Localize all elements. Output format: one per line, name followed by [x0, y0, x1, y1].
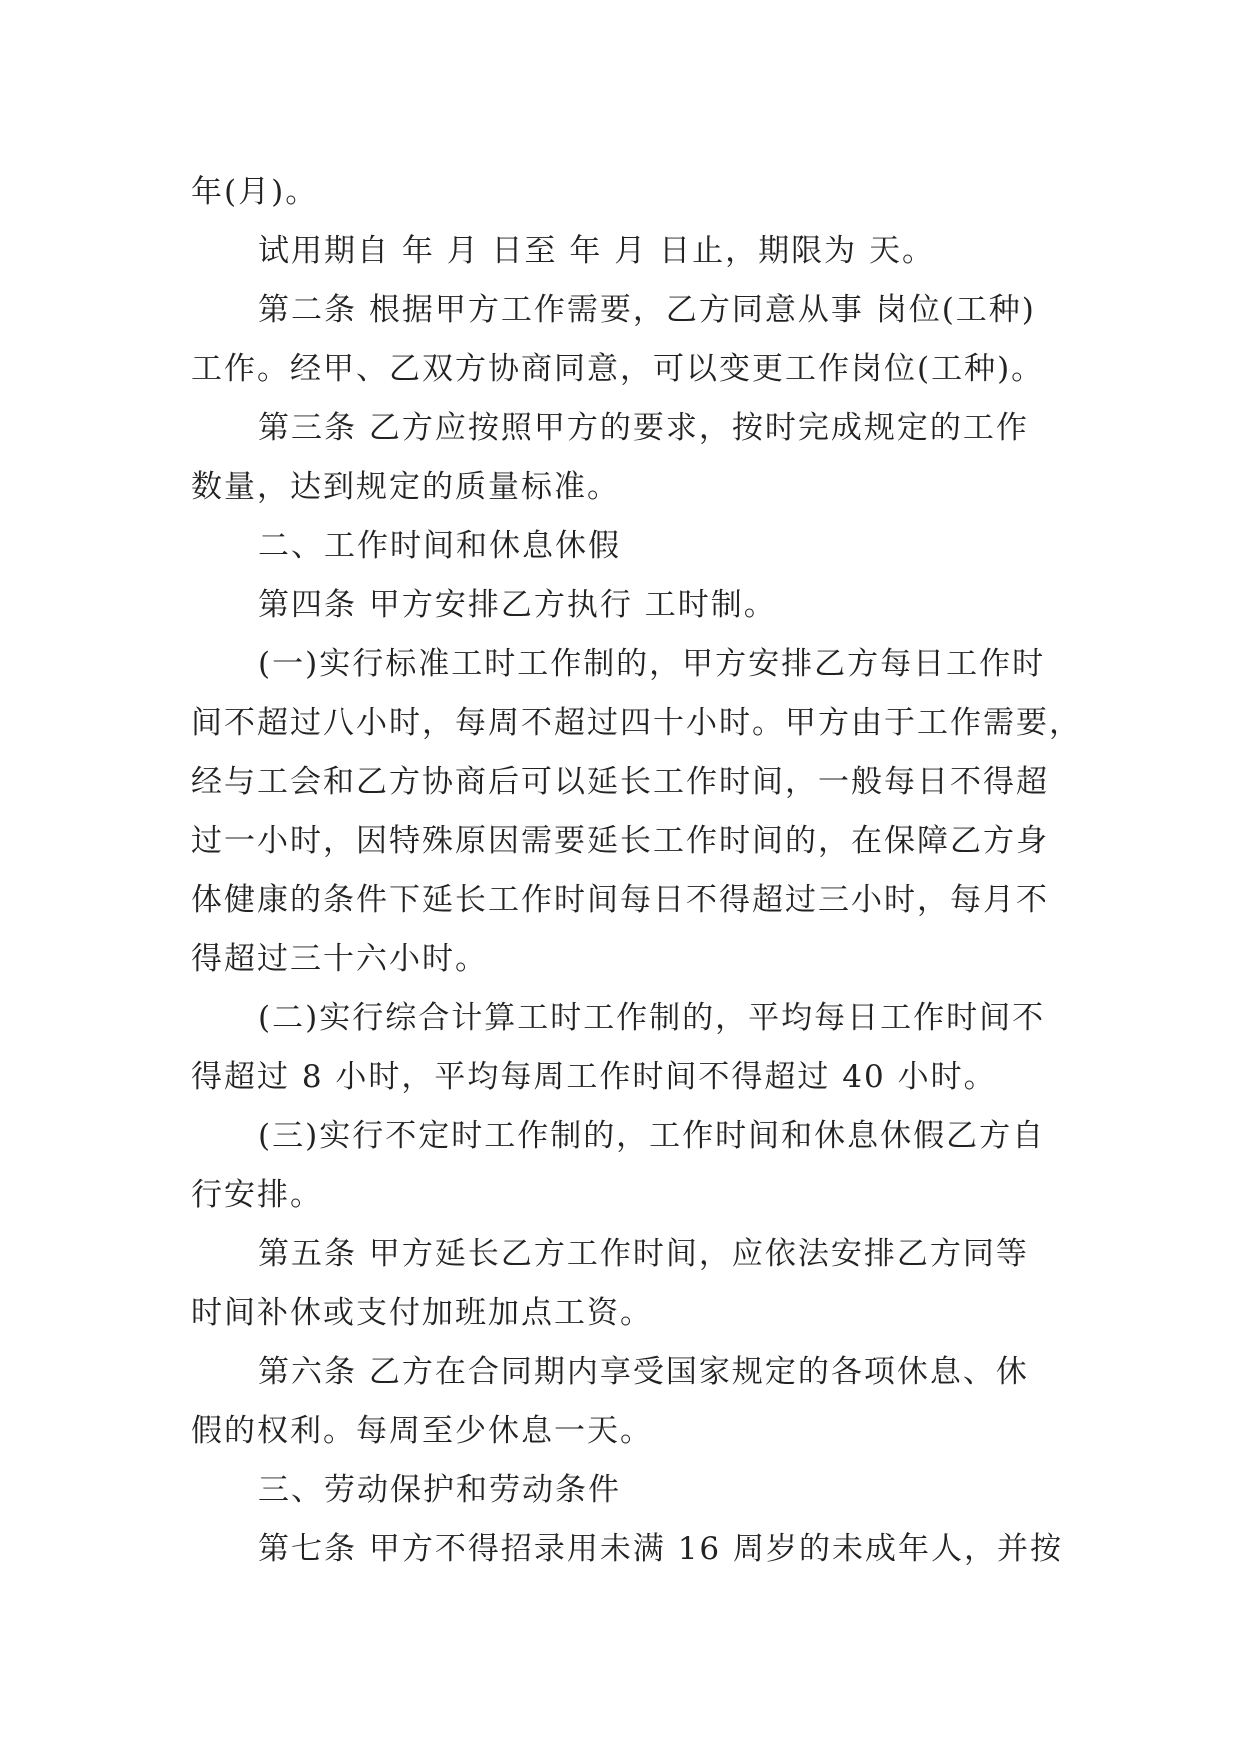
text-line: 行安排。 [191, 1177, 323, 1213]
text-line: (三)实行不定时工作制的，工作时间和休息休假乙方自 [258, 1118, 1046, 1154]
text-line: 第五条 甲方延长乙方工作时间，应依法安排乙方同等 [258, 1236, 1029, 1272]
text-line: 假的权利。每周至少休息一天。 [191, 1413, 653, 1449]
text-line: 第二条 根据甲方工作需要，乙方同意从事 岗位(工种) [258, 292, 1036, 328]
text-line: 第三条 乙方应按照甲方的要求，按时完成规定的工作 [258, 410, 1029, 446]
text-line: 过一小时，因特殊原因需要延长工作时间的，在保障乙方身 [191, 823, 1049, 859]
text-line: 试用期自 年 月 日至 年 月 日止，期限为 天。 [258, 233, 935, 269]
text-line: 第六条 乙方在合同期内享受国家规定的各项休息、休 [258, 1354, 1029, 1390]
text-line: 得超过三十六小时。 [191, 941, 488, 977]
section-heading: 三、劳动保护和劳动条件 [258, 1472, 621, 1508]
text-line: (一)实行标准工时工作制的，甲方安排乙方每日工作时 [258, 646, 1046, 682]
section-heading: 二、工作时间和休息休假 [258, 528, 621, 564]
text-line: 年(月)。 [191, 174, 319, 210]
text-line: 经与工会和乙方协商后可以延长工作时间，一般每日不得超 [191, 764, 1049, 800]
text-line: 得超过 8 小时，平均每周工作时间不得超过 40 小时。 [191, 1059, 997, 1095]
text-line: 间不超过八小时，每周不超过四十小时。甲方由于工作需要， [191, 705, 1082, 741]
text-line: 第七条 甲方不得招录用未满 16 周岁的未成年人，并按 [258, 1531, 1064, 1567]
text-line: (二)实行综合计算工时工作制的，平均每日工作时间不 [258, 1000, 1046, 1036]
text-line: 第四条 甲方安排乙方执行 工时制。 [258, 587, 777, 623]
text-line: 时间补休或支付加班加点工资。 [191, 1295, 653, 1331]
text-line: 工作。经甲、乙双方协商同意，可以变更工作岗位(工种)。 [191, 351, 1045, 387]
text-line: 体健康的条件下延长工作时间每日不得超过三小时，每月不 [191, 882, 1049, 918]
text-line: 数量，达到规定的质量标准。 [191, 469, 620, 505]
